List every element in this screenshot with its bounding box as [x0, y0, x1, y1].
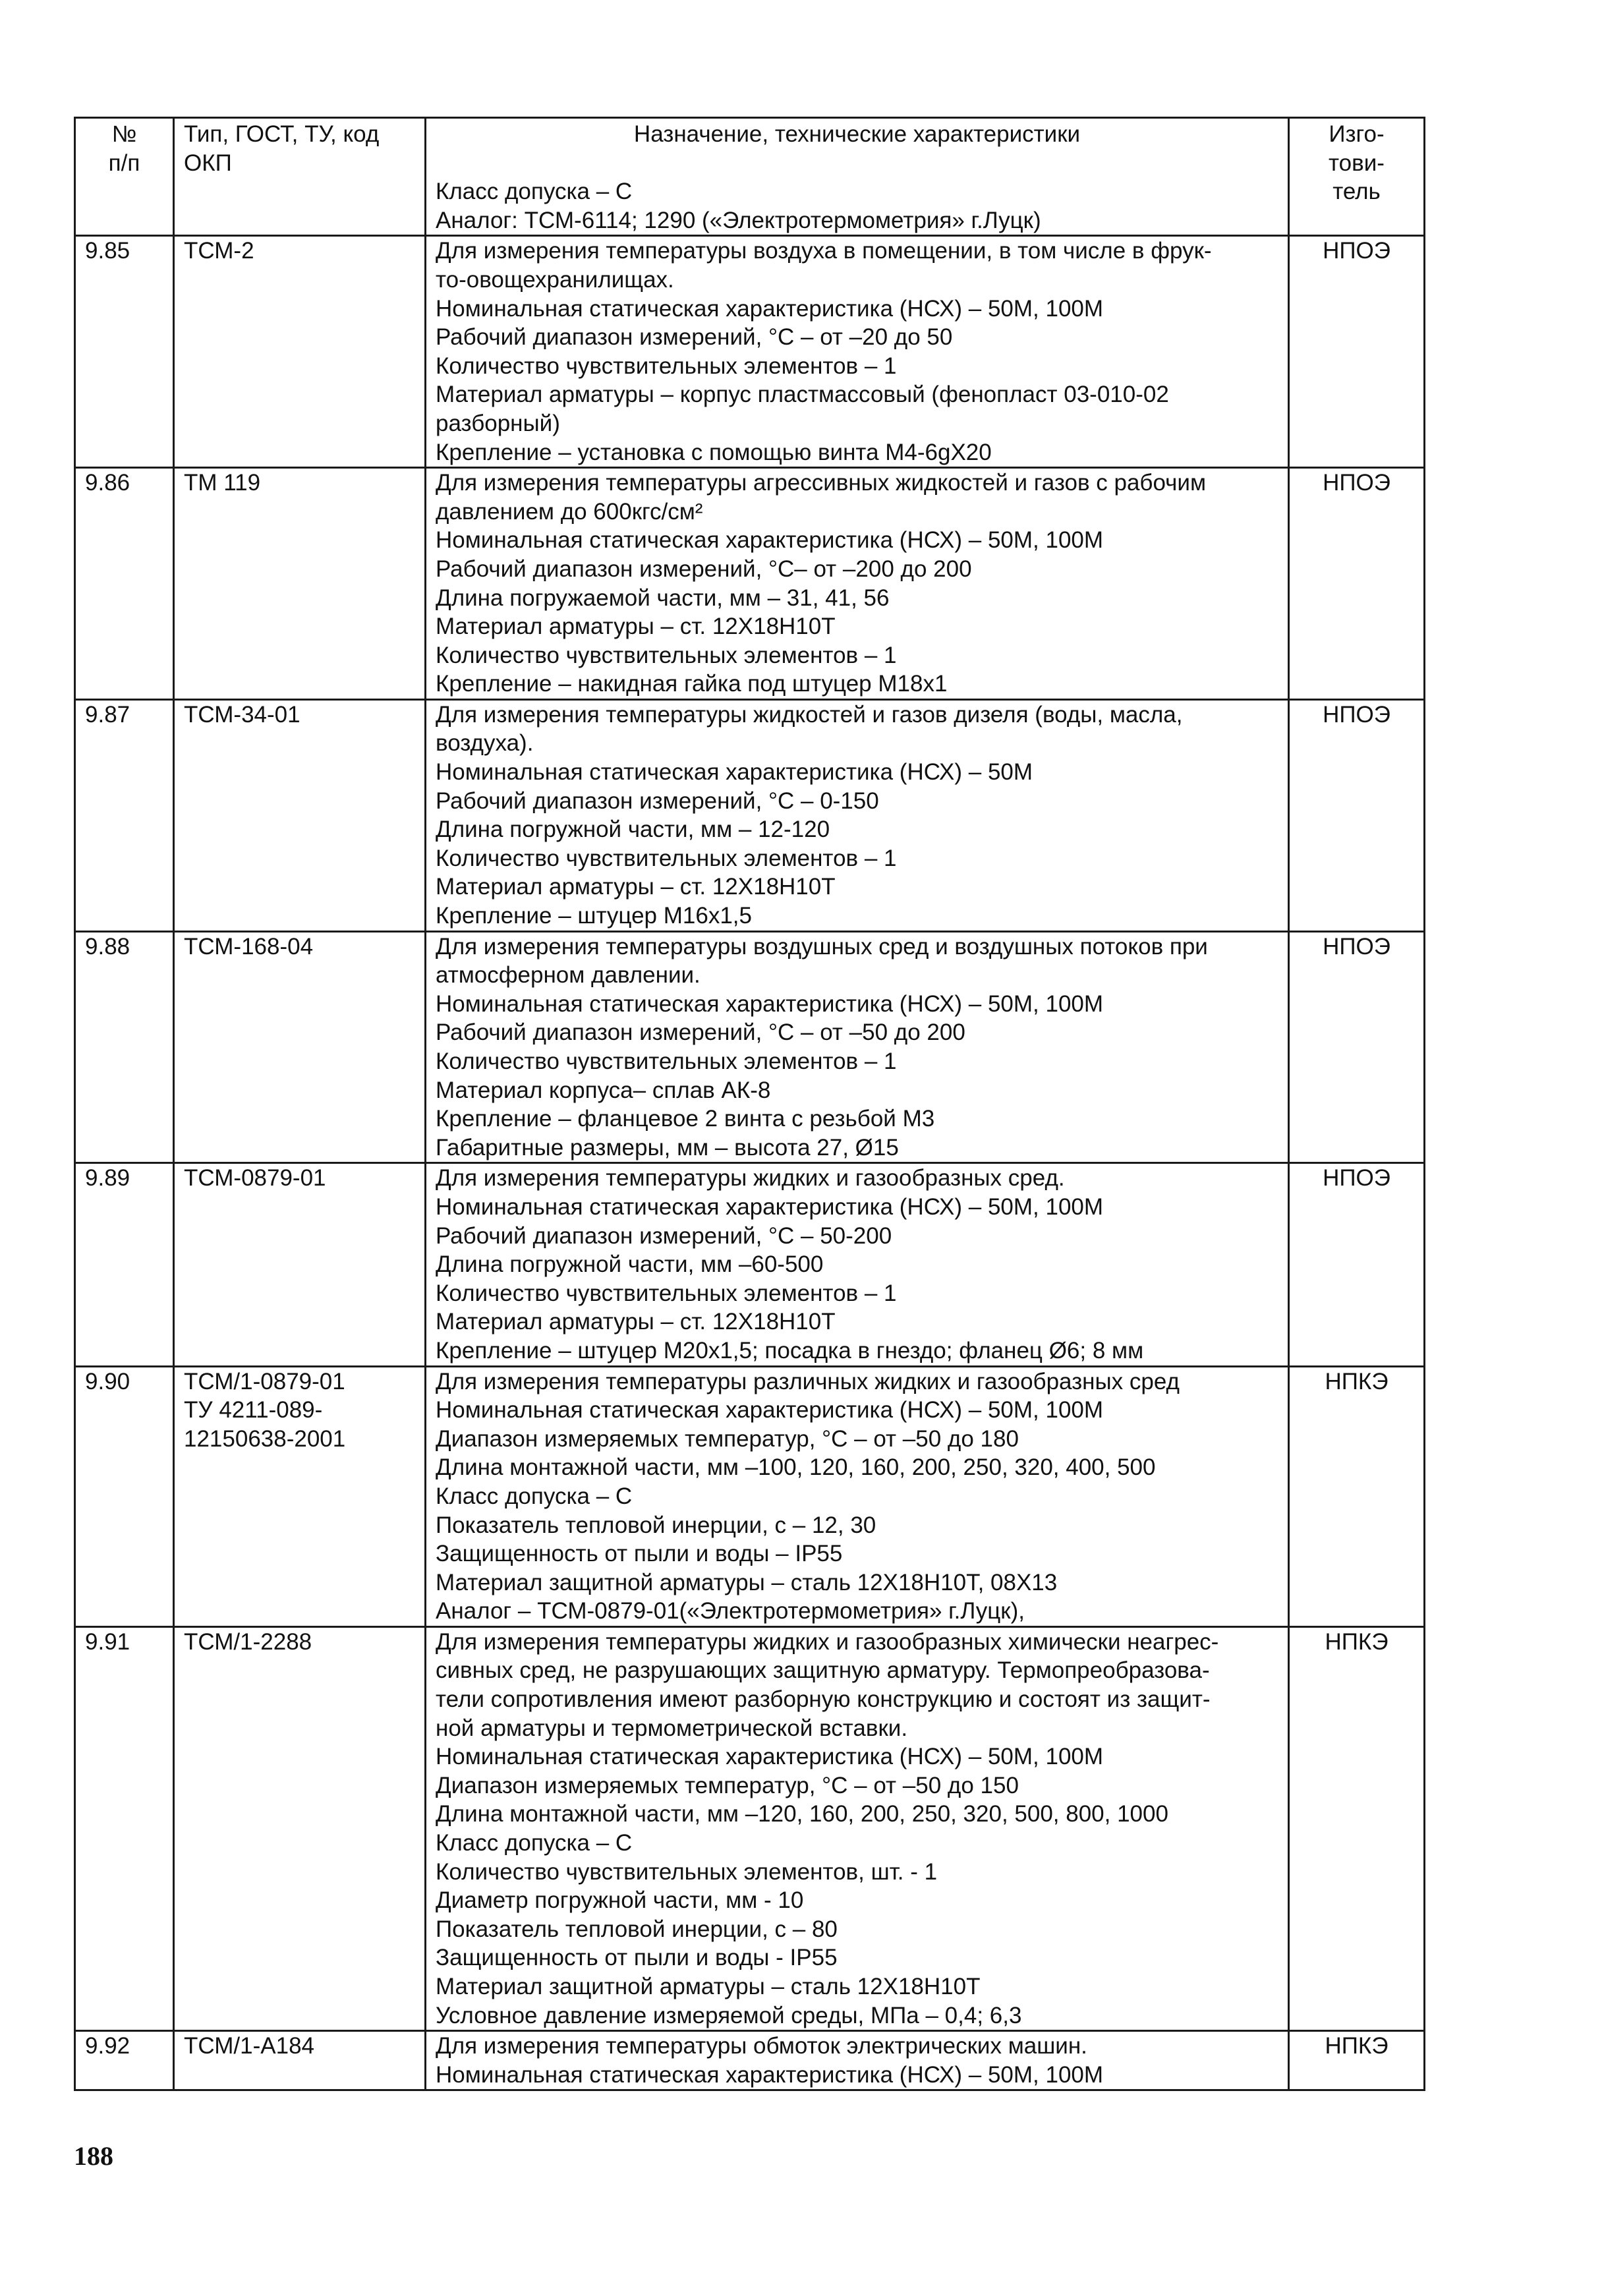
row-desc-line: Длина погружной части, мм – 12-120: [436, 817, 830, 843]
header-num-line: №: [111, 121, 137, 147]
row-desc-line: Материал защитной арматуры – сталь 12Х18Н10Т: [436, 1974, 981, 1999]
row-maker-cell: [1289, 468, 1425, 700]
row-desc-line: Материал арматуры – ст. 12Х18Н10Т: [436, 1309, 836, 1335]
row-desc-cell: [426, 1366, 1289, 1626]
row-number-cell: [75, 1626, 174, 2030]
row-desc-line: Номинальная статическая характеристика (НСХ) – 50М: [436, 759, 1033, 786]
row-desc-line: Класс допуска – С: [436, 1483, 633, 1509]
row-maker: НПКЭ: [1325, 2033, 1389, 2059]
row-desc-line: Материал корпуса– сплав АК-8: [436, 1077, 771, 1103]
row-desc-line: Крепление – фланцевое 2 винта с резьбой М3: [436, 1106, 935, 1132]
row-type-cell: [174, 1366, 426, 1626]
row-number-cell: [75, 468, 174, 700]
header-maker-line: тови-: [1329, 150, 1385, 176]
row-desc-line: Аналог – ТСМ-0879-01(«Электротермометрия» г.Луцк),: [436, 1598, 1025, 1624]
row-desc-cell: [426, 1626, 1289, 2030]
row-desc-line: Показатель тепловой инерции, с – 12, 30: [436, 1512, 876, 1538]
row-desc-line: Длина погружаемой части, мм – 31, 41, 56: [436, 585, 890, 611]
row-desc-line: Крепление – штуцер М16х1,5: [436, 903, 752, 929]
row-desc-line: Крепление – накидная гайка под штуцер М18х1: [436, 671, 948, 697]
header-type-line: Тип, ГОСТ, ТУ, код: [184, 121, 380, 147]
row-type-cell: [174, 1163, 426, 1366]
row-maker: НПКЭ: [1325, 1628, 1389, 1655]
row-desc-line: Рабочий диапазон измерений, °С – от –20 до 50: [436, 324, 953, 351]
row-number: 9.87: [85, 701, 130, 728]
row-desc-line: Номинальная статическая характеристика (НСХ) – 50М, 100М: [436, 990, 1104, 1017]
row-maker: НПОЭ: [1323, 238, 1390, 264]
row-desc-line: Рабочий диапазон измерений, °С – 50-200: [436, 1222, 892, 1249]
row-desc-line: ной арматуры и термометрической вставки.: [436, 1715, 908, 1741]
row-desc-cell: [426, 931, 1289, 1163]
header-desc-title: Назначение, технические характеристики: [633, 121, 1081, 147]
row-desc-line: Для измерения температуры воздуха в помещении, в том числе в фрук-: [436, 238, 1212, 264]
row-number: 9.88: [85, 933, 130, 960]
row-desc-line: Защищенность от пыли и воды - IP55: [436, 1945, 838, 1971]
row-desc-line: сивных сред, не разрушающих защитную арматуру. Термопреобразова-: [436, 1657, 1210, 1684]
row-desc-line: Номинальная статическая характеристика (НСХ) – 50М, 100М: [436, 527, 1104, 554]
row-desc-line: Количество чувствительных элементов – 1: [436, 1048, 897, 1074]
row-desc-line: Рабочий диапазон измерений, °С – от –50 до 200: [436, 1019, 965, 1046]
row-number: 9.89: [85, 1165, 130, 1191]
row-desc-line: Для измерения температуры различных жидких и газообразных сред: [436, 1368, 1180, 1394]
row-maker: НПОЭ: [1323, 470, 1390, 496]
row-desc-line: Показатель тепловой инерции, с – 80: [436, 1916, 838, 1942]
row-desc-line: Номинальная статическая характеристика (НСХ) – 50М, 100М: [436, 2061, 1104, 2088]
row-desc-line: тели сопротивления имеют разборную конструкцию и состоят из защит-: [436, 1686, 1211, 1713]
row-maker-cell: [1289, 1626, 1425, 2030]
row-type-cell: [174, 2031, 426, 2090]
row-number: 9.85: [85, 238, 130, 264]
row-desc-line: Количество чувствительных элементов – 1: [436, 1280, 897, 1306]
row-type-cell: [174, 1626, 426, 2030]
row-desc-line: Для измерения температуры жидких и газообразных сред.: [436, 1165, 1065, 1191]
row-desc-line: давлением до 600кгс/см²: [436, 498, 703, 525]
row-type-line: ТСМ/1-0879-01: [184, 1368, 345, 1394]
row-number: 9.92: [85, 2033, 130, 2059]
row-number-cell: [75, 2031, 174, 2090]
spec-table: [74, 117, 1425, 2091]
row-desc-line: Материал арматуры – корпус пластмассовый (фенопласт 03-010-02: [436, 382, 1169, 408]
row-desc-line: Материал арматуры – ст. 12Х18Н10Т: [436, 874, 836, 900]
table-row: [75, 1366, 1425, 1626]
row-desc-cell: [426, 468, 1289, 700]
row-type-line: ТМ 119: [184, 470, 261, 496]
row-maker-cell: [1289, 699, 1425, 931]
row-desc-line: Номинальная статическая характеристика (НСХ) – 50М, 100М: [436, 1193, 1104, 1220]
row-desc-cell: [426, 1163, 1289, 1366]
row-desc-line: Рабочий диапазон измерений, °С – 0-150: [436, 788, 879, 814]
row-desc-line: Для измерения температуры обмоток электрических машин.: [436, 2033, 1087, 2059]
table-row: [75, 1163, 1425, 1366]
row-desc-line: Количество чувствительных элементов – 1: [436, 642, 897, 668]
page-number: 188: [74, 2141, 113, 2171]
table-row: [75, 931, 1425, 1163]
row-number: 9.86: [85, 470, 130, 496]
row-type-line: ТСМ-34-01: [184, 701, 301, 728]
row-maker: НПОЭ: [1323, 933, 1390, 960]
row-number: 9.91: [85, 1628, 130, 1655]
row-desc-line: Диаметр погружной части, мм - 10: [436, 1887, 804, 1914]
row-maker: НПОЭ: [1323, 1165, 1390, 1191]
row-desc-line: Крепление – штуцер М20х1,5; посадка в гнездо; фланец Ø6; 8 мм: [436, 1337, 1144, 1363]
row-desc-cell: [426, 236, 1289, 468]
row-type-line: ТСМ-2: [184, 238, 254, 264]
header-type-cell: [174, 118, 426, 236]
table-row: [75, 1626, 1425, 2030]
header-type-line: ОКП: [184, 150, 232, 176]
row-desc-line: Материал арматуры – ст. 12Х18Н10Т: [436, 614, 836, 640]
row-desc-line: воздуха).: [436, 730, 534, 757]
table-row: [75, 2031, 1425, 2090]
row-desc-line: Условное давление измеряемой среды, МПа – 0,4; 6,3: [436, 2002, 1022, 2028]
row-desc-line: Длина погружной части, мм –60-500: [436, 1251, 824, 1278]
row-desc-cell: [426, 2031, 1289, 2090]
row-maker: НПОЭ: [1323, 701, 1390, 728]
row-type-cell: [174, 468, 426, 700]
row-desc-line: Для измерения температуры воздушных сред и воздушных потоков при: [436, 933, 1208, 960]
row-type-line: ТСМ-168-04: [184, 933, 314, 960]
row-desc-line: Номинальная статическая характеристика (НСХ) – 50М, 100М: [436, 1744, 1104, 1770]
row-desc-line: Для измерения температуры агрессивных жидкостей и газов с рабочим: [436, 470, 1207, 496]
row-desc-line: Диапазон измеряемых температур, °С – от –50 до 150: [436, 1772, 1019, 1798]
header-desc-cell: [426, 118, 1289, 236]
header-num-cell: [75, 118, 174, 236]
row-desc-line: Диапазон измеряемых температур, °С – от –50 до 180: [436, 1425, 1019, 1452]
row-desc-line: Номинальная статическая характеристика (НСХ) – 50М, 100М: [436, 295, 1104, 322]
header-continuation-line: Аналог: ТСМ-6114; 1290 («Электротермометрия» г.Луцк): [436, 207, 1041, 233]
row-maker-cell: [1289, 1163, 1425, 1366]
row-desc-line: Количество чувствительных элементов – 1: [436, 845, 897, 871]
row-desc-line: Защищенность от пыли и воды – IP55: [436, 1541, 843, 1567]
row-maker-cell: [1289, 2031, 1425, 2090]
row-desc-line: Материал защитной арматуры – сталь 12Х18Н10Т, 08Х13: [436, 1569, 1058, 1595]
row-type-cell: [174, 699, 426, 931]
row-desc-line: Габаритные размеры, мм – высота 27, Ø15: [436, 1134, 899, 1161]
row-desc-cell: [426, 699, 1289, 931]
table-body: [75, 236, 1425, 2090]
row-type-cell: [174, 236, 426, 468]
row-desc-line: Класс допуска – С: [436, 1830, 633, 1856]
header-maker-cell: [1289, 118, 1425, 236]
row-desc-line: Количество чувствительных элементов, шт. - 1: [436, 1858, 938, 1885]
row-number-cell: [75, 931, 174, 1163]
header-maker-line: Изго-: [1329, 121, 1385, 147]
row-number-cell: [75, 1366, 174, 1626]
row-number-cell: [75, 1163, 174, 1366]
row-number: 9.90: [85, 1368, 130, 1394]
row-maker-cell: [1289, 931, 1425, 1163]
row-desc-line: Количество чувствительных элементов – 1: [436, 353, 897, 379]
table-row: [75, 699, 1425, 931]
row-type-line: ТУ 4211-089-: [184, 1397, 323, 1423]
row-number-cell: [75, 699, 174, 931]
row-desc-line: Длина монтажной части, мм –100, 120, 160, 200, 250, 320, 400, 500: [436, 1454, 1156, 1481]
table-header: [75, 118, 1425, 236]
row-desc-line: то-овощехранилищах.: [436, 266, 674, 293]
row-maker: НПКЭ: [1325, 1368, 1389, 1394]
table-row: [75, 468, 1425, 700]
row-desc-line: Для измерения температуры жидкостей и газов дизеля (воды, масла,: [436, 701, 1183, 728]
row-desc-line: атмосферном давлении.: [436, 962, 701, 989]
row-type-line: ТСМ-0879-01: [184, 1165, 326, 1191]
row-desc-line: разборный): [436, 410, 560, 436]
table-row: [75, 236, 1425, 468]
row-desc-line: Для измерения температуры жидких и газообразных химически неагрес-: [436, 1628, 1219, 1655]
row-desc-line: Крепление – установка с помощью винта М4-6gX20: [436, 439, 992, 465]
row-maker-cell: [1289, 1366, 1425, 1626]
header-num-line: п/п: [108, 150, 140, 176]
row-type-line: ТСМ/1-2288: [184, 1628, 312, 1655]
row-desc-line: Рабочий диапазон измерений, °С– от –200 до 200: [436, 556, 972, 582]
header-continuation-line: Класс допуска – С: [436, 179, 633, 205]
row-type-line: ТСМ/1-А184: [184, 2033, 315, 2059]
row-type-cell: [174, 931, 426, 1163]
row-number-cell: [75, 236, 174, 468]
row-maker-cell: [1289, 236, 1425, 468]
row-desc-line: Номинальная статическая характеристика (НСХ) – 50М, 100М: [436, 1397, 1104, 1423]
row-desc-line: Длина монтажной части, мм –120, 160, 200, 250, 320, 500, 800, 1000: [436, 1801, 1168, 1827]
row-type-line: 12150638-2001: [184, 1425, 346, 1452]
header-maker-line: тель: [1332, 179, 1381, 205]
